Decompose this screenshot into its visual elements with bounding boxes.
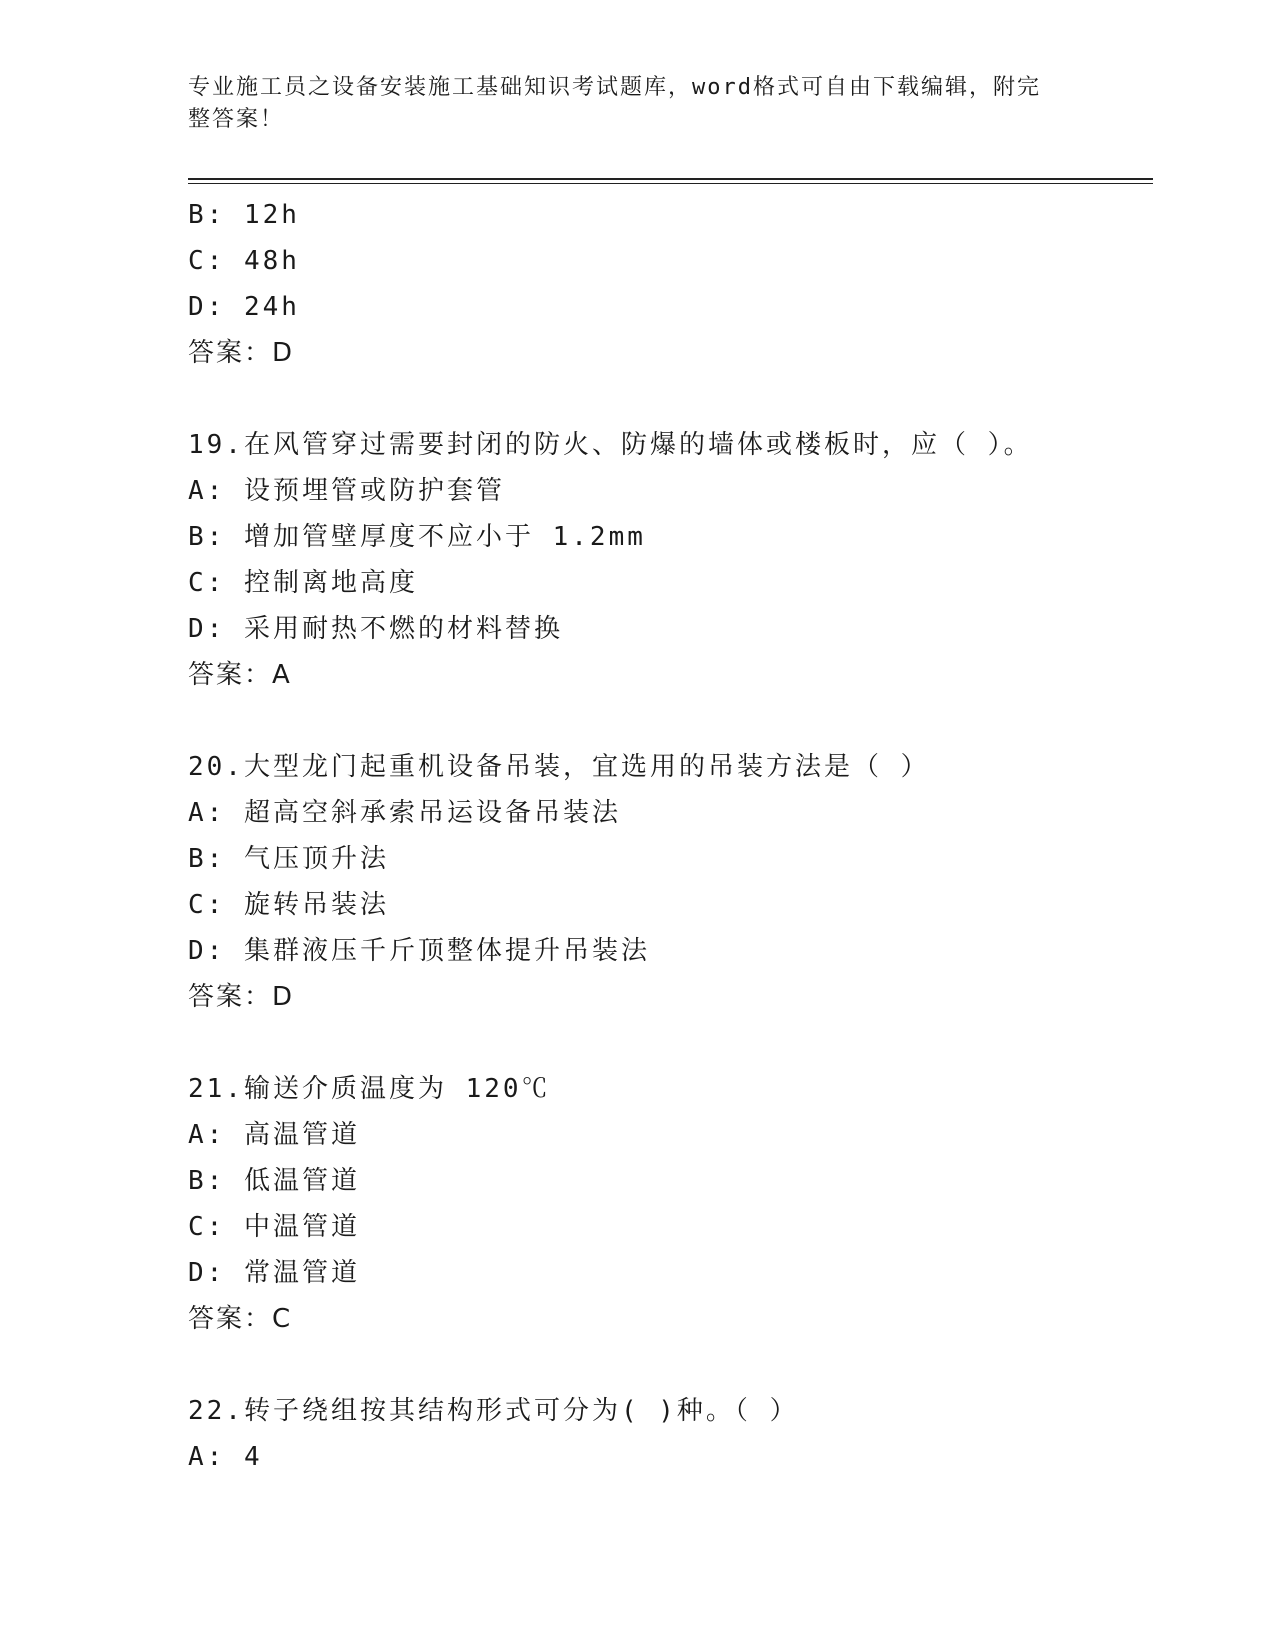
question-18-continued — [188, 192, 1153, 376]
option-a: A: 超高空斜承索吊运设备吊装法 — [188, 798, 621, 828]
option-c: C: 48h — [188, 246, 300, 276]
option-a: A: 高温管道 — [188, 1120, 360, 1150]
question-stem: 20.大型龙门起重机设备吊装，宜选用的吊装方法是（ ） — [188, 752, 930, 782]
option-a: A: 4 — [188, 1442, 263, 1472]
header-line-1: 专业施工员之设备安装施工基础知识考试题库，word格式可自由下载编辑，附完 — [188, 75, 1041, 100]
question-stem: 19.在风管穿过需要封闭的防火、防爆的墙体或楼板时，应（ ）。 — [188, 430, 1033, 460]
answer-line: 答案：A — [188, 660, 292, 690]
spacer — [188, 1020, 1153, 1066]
answer-line: 答案：C — [188, 1304, 293, 1334]
spacer — [188, 698, 1153, 744]
option-d: D: 24h — [188, 292, 300, 322]
option-b: B: 低温管道 — [188, 1166, 360, 1196]
question-21 — [188, 1066, 1153, 1342]
spacer — [188, 376, 1153, 422]
question-stem: 21.输送介质温度为 120℃ — [188, 1074, 551, 1104]
question-list — [188, 192, 1153, 1480]
header-line-2: 整答案！ — [188, 107, 285, 132]
document-header — [188, 72, 1068, 136]
option-c: C: 旋转吊装法 — [188, 890, 389, 920]
question-stem: 22.转子绕组按其结构形式可分为( )种。（ ） — [188, 1396, 799, 1426]
spacer — [188, 1342, 1153, 1388]
option-b: B: 增加管壁厚度不应小于 1.2mm — [188, 522, 646, 552]
option-d: D: 常温管道 — [188, 1258, 360, 1288]
answer-line: 答案：D — [188, 338, 295, 368]
question-20 — [188, 744, 1153, 1020]
header-divider-thick — [188, 178, 1153, 180]
header-divider-thin — [188, 183, 1153, 184]
question-19 — [188, 422, 1153, 698]
question-22 — [188, 1388, 1153, 1480]
option-c: C: 控制离地高度 — [188, 568, 418, 598]
option-b: B: 气压顶升法 — [188, 844, 389, 874]
answer-line: 答案：D — [188, 982, 295, 1012]
option-d: D: 集群液压千斤顶整体提升吊装法 — [188, 936, 650, 966]
option-d: D: 采用耐热不燃的材料替换 — [188, 614, 563, 644]
option-a: A: 设预埋管或防护套管 — [188, 476, 505, 506]
option-c: C: 中温管道 — [188, 1212, 360, 1242]
option-b: B: 12h — [188, 200, 300, 230]
